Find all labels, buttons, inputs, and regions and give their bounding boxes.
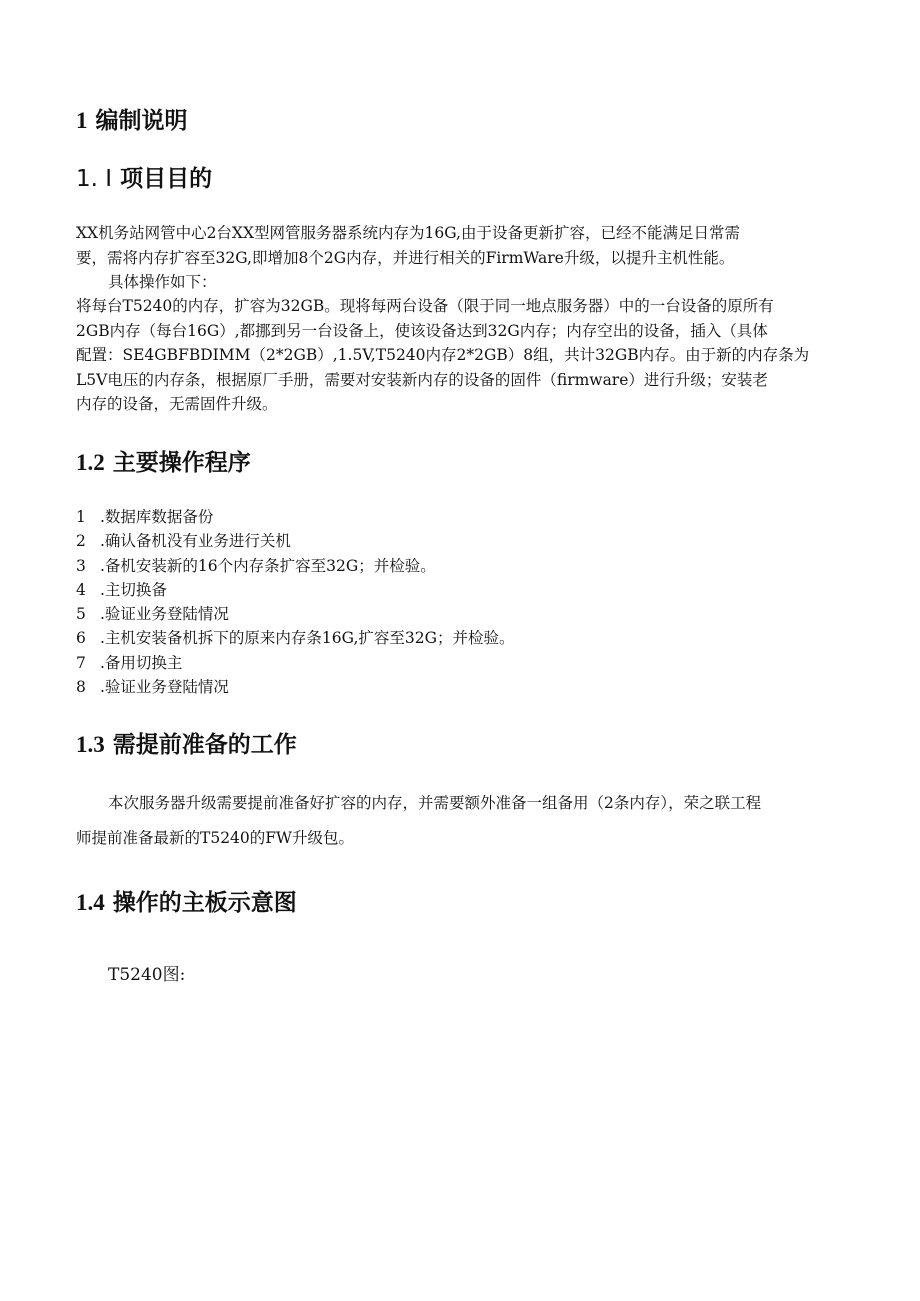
paragraph-purpose-line-2: 要，需将内存扩容至32G,即增加8个2G内存，并进行相关的FirmWare升级，以提升主机性能。 <box>76 249 735 267</box>
step-text: .验证业务登陆情况 <box>100 605 229 624</box>
paragraph-detail-line-5: 内存的设备，无需固件升级。 <box>76 395 278 413</box>
step-text: .确认备机没有业务进行关机 <box>100 532 291 551</box>
heading-number: 1.2 <box>76 450 105 475</box>
figure-caption: T5240图: <box>108 965 186 985</box>
heading-section-1-3 <box>76 730 297 760</box>
procedure-list <box>76 505 515 699</box>
step-number: 5 <box>76 605 86 624</box>
heading-section-1-1 <box>76 164 212 194</box>
heading-title: 编制说明 <box>95 108 188 134</box>
paragraph-detail-line-2: 2GB内存（每台16G）,都挪到另一台设备上，使该设备达到32G内存；内存空出的设备，插入（具体 <box>76 322 768 340</box>
heading-section-1 <box>76 106 188 136</box>
heading-number: 1.3 <box>76 732 105 757</box>
step-text: .备用切换主 <box>100 653 183 672</box>
paragraph-purpose-line-1: XX机务站网管中心2台XX型网管服务器系统内存为16G,由于设备更新扩容，已经不能满足日常需 <box>76 224 740 242</box>
step-number: 4 <box>76 580 86 599</box>
step-text: .主切换备 <box>100 580 167 599</box>
list-item <box>76 602 515 626</box>
heading-number: 1. I <box>76 166 113 192</box>
paragraph-intro: 具体操作如下： <box>108 273 217 291</box>
list-item <box>76 675 515 699</box>
heading-section-1-4 <box>76 888 297 918</box>
heading-number: 1 <box>76 108 88 133</box>
list-item <box>76 505 515 529</box>
step-number: 7 <box>76 653 86 672</box>
paragraph-preparation-line-1: 本次服务器升级需要提前准备好扩容的内存，并需要额外准备一组备用（2条内存），荣之联工程 <box>108 794 762 812</box>
step-text: .数据库数据备份 <box>100 508 214 526</box>
paragraph-detail-line-3: 配置：SE4GBFBDIMM（2*2GB）,1.5V,T5240内存2*2GB）8组，共计32GB内存。由于新的内存条为 <box>76 346 810 364</box>
heading-title: 项目目的 <box>120 166 213 192</box>
heading-title: 主要操作程序 <box>112 450 251 476</box>
paragraph-preparation-line-2: 师提前准备最新的T5240的FW升级包。 <box>76 829 354 847</box>
step-number: 1 <box>76 508 86 526</box>
paragraph-detail-line-1: 将每台T5240的内存，扩容为32GB。现将每两台设备（限于同一地点服务器）中的一台设备的原所有 <box>76 297 774 315</box>
step-text: .主机安装备机拆下的原来内存条16G,扩容至32G；并检验。 <box>100 629 515 648</box>
paragraph-detail-line-4: L5V电压的内存条，根据原厂手册，需要对安装新内存的设备的固件（firmware）进行升级；安装老 <box>76 371 768 389</box>
list-item <box>76 529 515 553</box>
list-item <box>76 578 515 602</box>
list-item <box>76 554 515 578</box>
heading-title: 需提前准备的工作 <box>112 732 297 758</box>
heading-section-1-2 <box>76 448 251 478</box>
heading-number: 1.4 <box>76 890 105 915</box>
step-text: .备机安装新的16个内存条扩容至32G；并检验。 <box>100 556 436 575</box>
step-text: .验证业务登陆情况 <box>100 678 229 697</box>
heading-title: 操作的主板示意图 <box>112 890 297 916</box>
step-number: 6 <box>76 629 86 648</box>
step-number: 3 <box>76 556 86 575</box>
list-item <box>76 651 515 675</box>
list-item <box>76 626 515 650</box>
step-number: 2 <box>76 532 86 551</box>
step-number: 8 <box>76 678 86 697</box>
